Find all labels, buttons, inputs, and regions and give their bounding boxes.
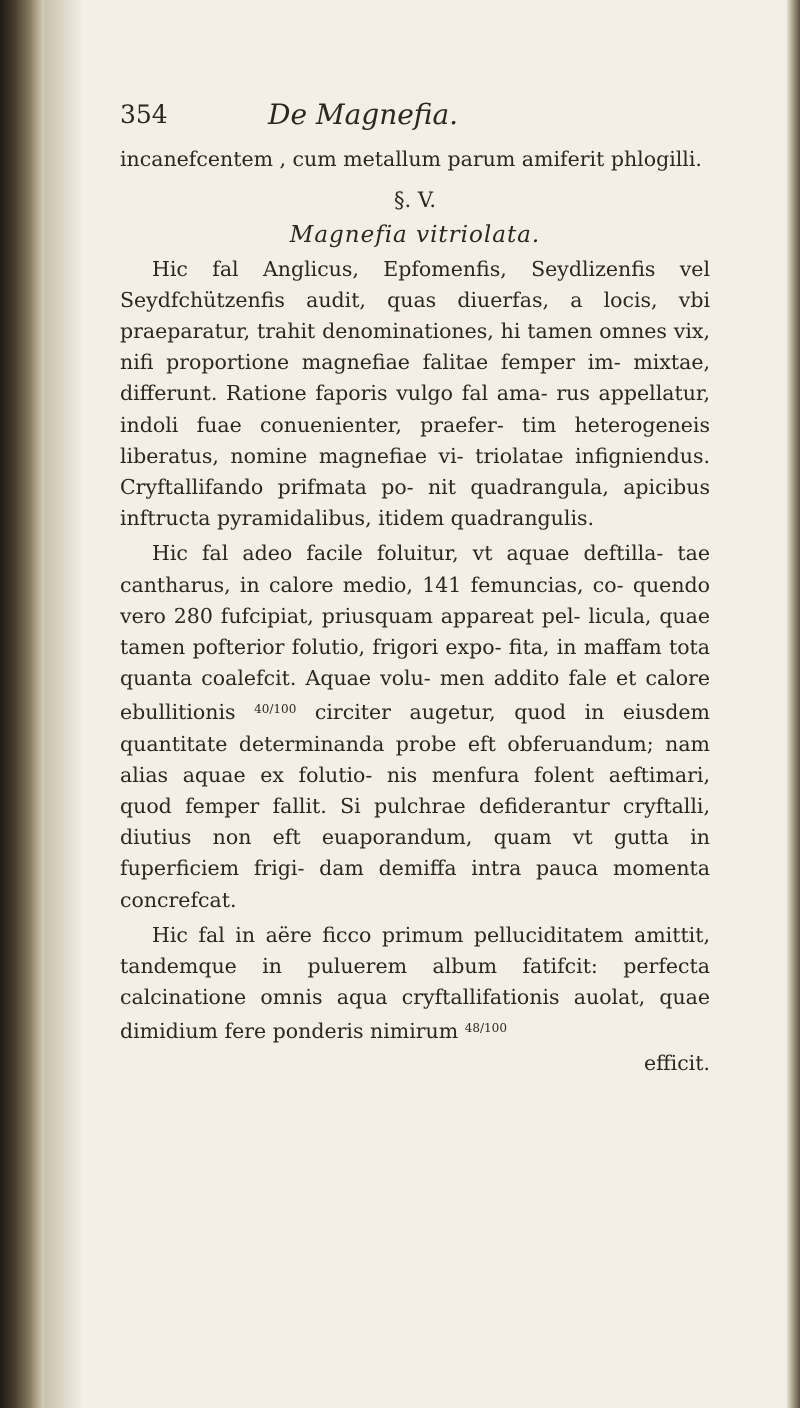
page-edge xyxy=(786,0,800,1408)
opening-lines: incanefcentem , cum metallum parum amiferit phlogilli. xyxy=(120,147,702,171)
catchword: efficit. xyxy=(643,1050,710,1075)
page-header xyxy=(120,98,710,144)
section-mark: §. V. xyxy=(393,188,437,213)
running-title: De Magnefia. xyxy=(268,98,459,131)
paragraph: Hic fal Anglicus, Epfomenfis, Seydlizenfis vel Seydfchützenfis audit, quas diuerfas, a locis, vbi praeparatur, trahit denominationes, hi tamen omnes vix, nifi proportione magnefiae falitae femper im- mixtae, differunt. Ratione faporis vulgo fal ama- rus appellatur, indoli fuae conuenienter, praefer- tim heterogeneis liberatus, nomine magnefiae vi- triolatae infigniendus. Cryftallifando prifmata po- nit quadrangula, apicibus inftructa pyramidalibus, itidem quadrangulis. xyxy=(120,256,710,531)
paragraph xyxy=(120,920,710,1048)
gutter-shading xyxy=(44,0,84,1408)
paragraph-text: Hic fal adeo facile foluitur, vt aquae deftilla- tae cantharus, in calore medio, 141 femuncias, co- quendo vero 280 fufcipiat, priusquam appareat pel- licula, quae tamen pofterior folutio, frigori expo- fita, in maffam tota quanta coalefcit. Aquae volu- men addito fale et calore ebullitionis xyxy=(120,541,710,725)
fraction: 40/100 xyxy=(254,702,297,717)
paragraph-text: circiter augetur, quod in eiusdem quantitate determinanda probe eft obferuandum; nam alias aquae ex folutio- nis menfura folent aeftimari, quod femper fallit. Si pulchrae defiderantur cryftalli, diutius non eft euaporandum, quam vt gutta in fuperficiem frigi- dam demiffa intra pauca momenta concrefcat. xyxy=(120,700,710,912)
paragraph xyxy=(120,538,710,915)
body-text xyxy=(120,144,710,1079)
page-number: 354 xyxy=(120,100,168,129)
book-page xyxy=(120,98,710,1079)
paragraph-text: Hic fal in aëre ficco primum pelluciditatem amittit, tandemque in puluerem album fatifcit: perfecta calcinatione omnis aqua cryftallifationis auolat, quae dimidium fere ponderis nimirum xyxy=(120,922,710,1044)
book-spine-shadow xyxy=(0,0,44,1408)
section-title: Magnefia vitriolata. xyxy=(289,222,541,249)
fraction: 48/100 xyxy=(464,1021,507,1036)
